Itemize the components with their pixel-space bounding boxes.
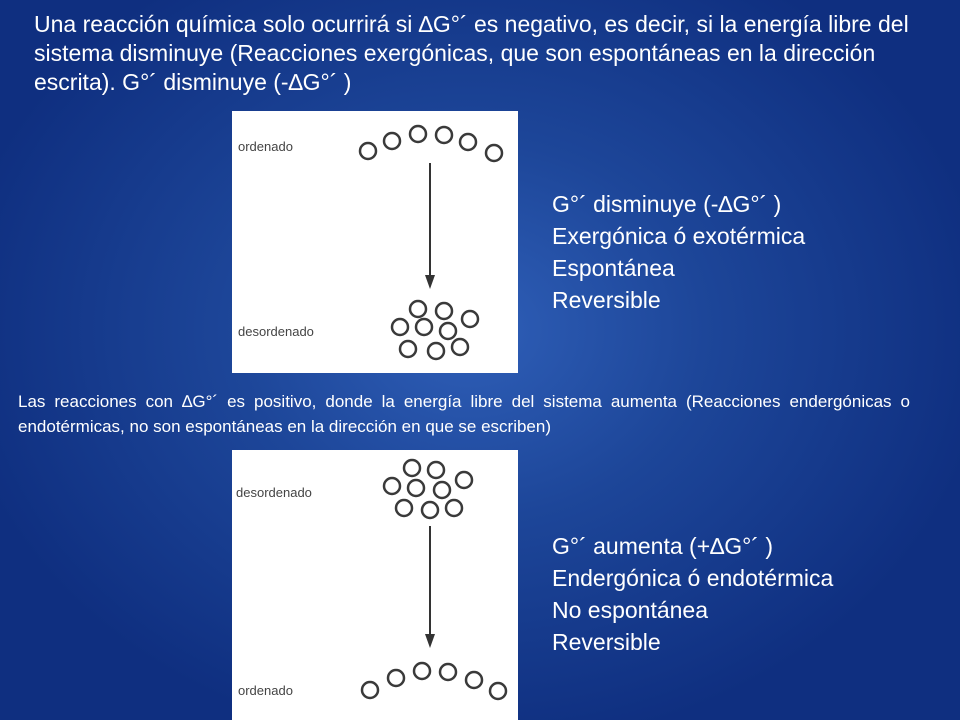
exergonic-properties xyxy=(552,188,805,316)
property-line: Exergónica ó exotérmica xyxy=(552,223,806,249)
intro-paragraph: Una reacción química solo ocurrirá si ∆G°´ es negativo, es decir, si la energía libre del sistema disminuye (Reacciones exergónicas, que son espontáneas en la dirección escrita). G°´ disminuye (-∆G°´ ) xyxy=(34,11,909,95)
diagram-label-desordenado: desordenado xyxy=(238,324,314,339)
diagram-label-ordenado: ordenado xyxy=(238,683,293,698)
down-arrow-icon xyxy=(425,526,435,648)
endergonic-properties xyxy=(552,530,833,658)
down-arrow-icon xyxy=(425,163,435,289)
endergonic-paragraph: Las reacciones con ∆G°´ es positivo, donde la energía libre del sistema aumenta (Reacciones endergónicas o endotérmicas, no son espontáneas en la dirección en que se escriben) xyxy=(18,392,910,436)
disordered-to-ordered-diagram xyxy=(232,450,518,720)
property-line: Endergónica ó endotérmica xyxy=(552,565,834,591)
property-line: G°´ disminuye (-∆G°´ ) xyxy=(552,191,782,217)
disordered-molecules xyxy=(384,460,472,518)
ordered-molecules xyxy=(362,663,506,699)
disordered-molecules xyxy=(392,301,478,359)
ordered-to-disordered-diagram xyxy=(232,111,518,373)
property-line: Reversible xyxy=(552,629,661,655)
property-line: Espontánea xyxy=(552,255,675,281)
property-line: Reversible xyxy=(552,287,661,313)
diagram-label-desordenado: desordenado xyxy=(236,485,312,500)
diagram-label-ordenado: ordenado xyxy=(238,139,293,154)
property-line: G°´ aumenta (+∆G°´ ) xyxy=(552,533,773,559)
property-line: No espontánea xyxy=(552,597,709,623)
ordered-molecules xyxy=(360,126,502,161)
